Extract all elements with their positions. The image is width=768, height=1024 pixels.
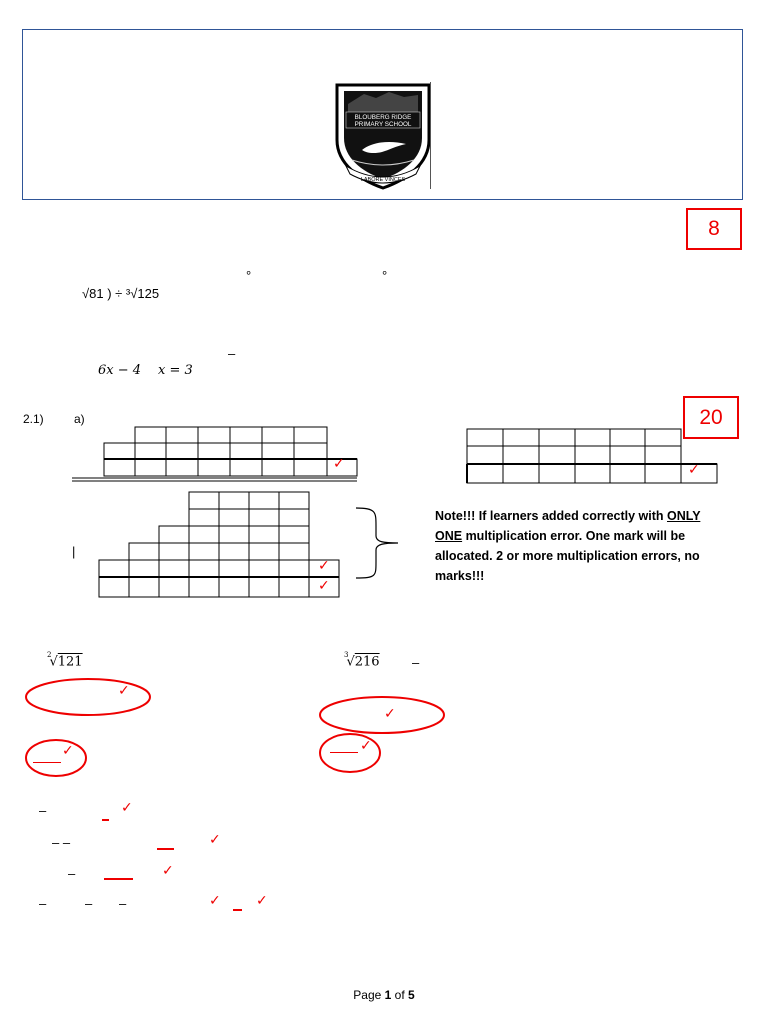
degree-symbol-a: ° [246,268,252,283]
margin-bar: | [72,544,76,559]
question-number: 2.1) [23,412,44,426]
root-216: $^3$√216 [344,651,380,670]
school-crest-logo [334,82,432,190]
red-ellipse-1 [24,676,152,723]
working-grid-3 [97,491,343,601]
tick-circle2: ✓ [360,738,372,754]
crest-motto: LABORE VINCES [360,177,406,183]
red-dash-row2 [157,848,174,850]
working-grid-1 [70,426,360,482]
dash-row3: – [68,866,76,881]
crest-divider [430,82,431,189]
tick-grid1: ✓ [333,456,345,472]
root-121: $^2$√121 [47,651,83,670]
dash-row1: – [39,803,47,818]
algebra-expression: 6𝑥 − 4 [98,363,142,378]
crest-line2: PRIMARY SCHOOL [354,121,412,128]
tick-row3: ✓ [162,863,174,879]
note-only: ONLY [667,509,701,523]
page-footer: Page 1 of 5 [353,988,415,1002]
red-dash-row3 [104,878,133,880]
tick-circle1: ✓ [62,743,74,759]
tick-ellipse2: ✓ [384,706,396,722]
underline-2 [330,752,358,753]
underline-1 [33,762,61,763]
curly-brace [354,506,402,585]
dash-row4-b: – [85,896,93,911]
mark-total-box-1: 8 [686,208,742,250]
algebra-substitution: 𝑥 = 3 [158,363,193,378]
crest-line1: BLOUBERG RIDGE [354,114,412,121]
degree-symbol-b: ° [382,268,388,283]
tick-row2: ✓ [209,832,221,848]
question-part: a) [74,412,85,426]
tick-row4-a: ✓ [209,893,221,909]
tick-ellipse1: ✓ [118,683,130,699]
dash-right: – [412,655,420,670]
dash-row2: – – [52,835,71,850]
tick-row4-b: ✓ [256,893,268,909]
red-dash-row1 [102,819,109,821]
working-grid-2 [466,428,718,486]
dash-mark: – [228,346,236,361]
tick-grid3-a: ✓ [318,558,330,574]
marking-note: Note!!! If learners added correctly with ONLY ONE multiplication error. One mark will be allocated. 2 or more multiplication errors, no marks!!! [435,509,701,583]
tick-row1: ✓ [121,800,133,816]
tick-grid2: ✓ [688,462,700,478]
page-total: 5 [408,988,415,1002]
mark-total-box-2: 20 [683,396,739,439]
root-expression: √81 ) ÷ ³√125 [82,286,160,301]
dash-row4-c: – [119,896,127,911]
page-number: 1 [384,988,392,1002]
red-circle-1 [24,738,88,783]
tick-grid3-b: ✓ [318,578,330,594]
dash-row4-a: – [39,896,47,911]
red-dash-row4 [233,909,242,911]
note-one: ONE [435,529,463,543]
red-circle-2 [318,732,382,779]
